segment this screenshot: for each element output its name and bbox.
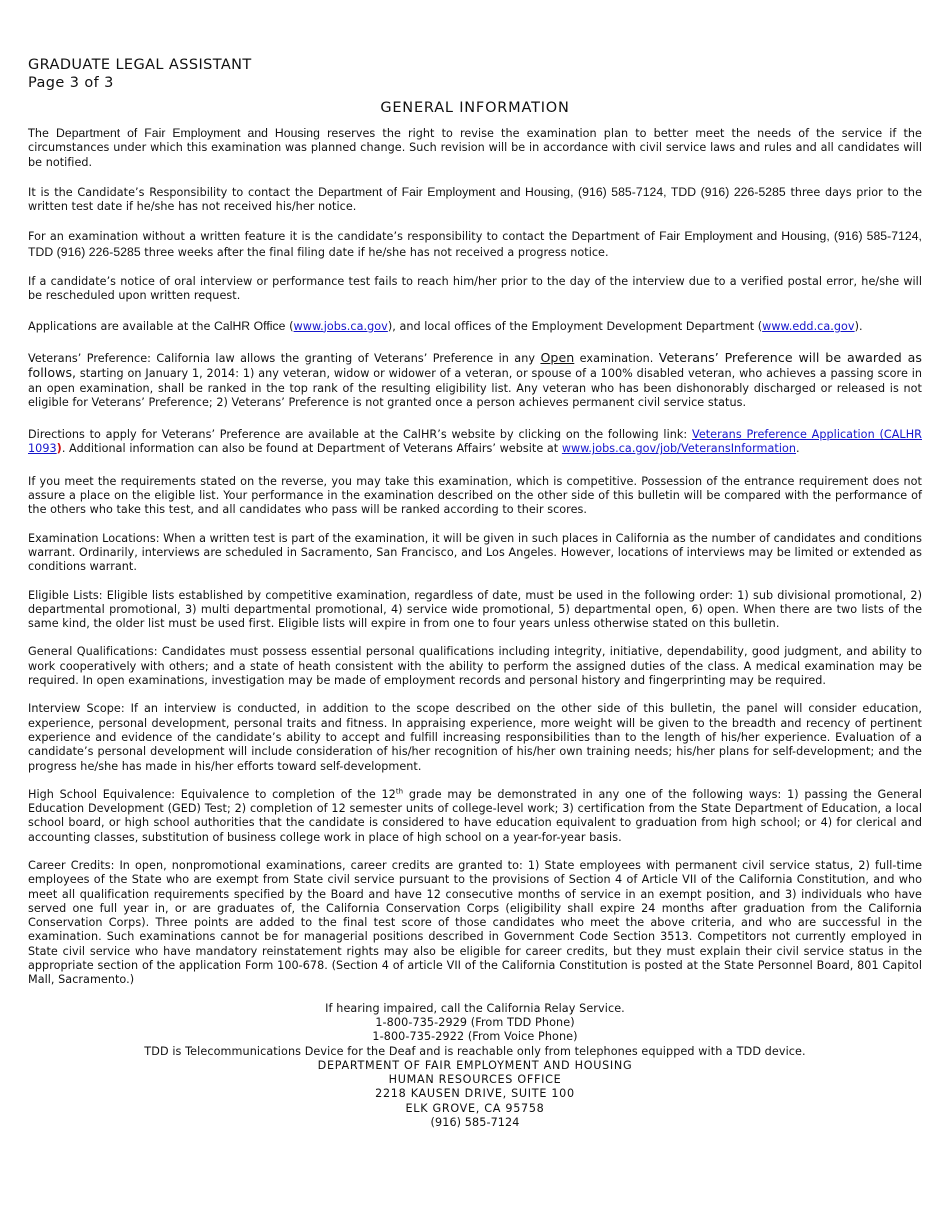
office-line: HUMAN RESOURCES OFFICE <box>388 1073 562 1087</box>
calhr-office: CalHR Office <box>214 318 286 333</box>
page-number: Page 3 of 3 <box>28 75 114 91</box>
jobs-ca-gov-link[interactable]: www.jobs.ca.gov <box>293 319 388 333</box>
department-contact: Department of Fair Employment and Housing, (916) 585-7124, TDD (916) 226-5285 <box>318 184 786 199</box>
tdd-note-line: TDD is Telecommunications Device for the Deaf and is reachable only from telephones equipped with a TDD device. <box>144 1044 806 1058</box>
paragraph-eligible-lists: Eligible Lists: Eligible lists established by competitive examination, regardless of date, must be used in the following order: 1) sub divisional promotional, 2) departmental promotional, 3) multi departmental promotional, 4) service wide promotional, 5) departmental open, 6) open. When there are two lists of the same kind, the older list must be used first. Eligible lists will expire in from one to four years unless otherwise stated on this bulletin. <box>28 588 922 631</box>
paragraph-veterans-preference <box>28 351 922 410</box>
job-title: GRADUATE LEGAL ASSISTANT <box>28 57 252 73</box>
text: three weeks after the final filing date if he/she has not received a progress notice. <box>140 245 609 259</box>
open-emphasis: Open <box>540 349 575 365</box>
paragraph-candidate-responsibility <box>28 185 922 215</box>
relay-service-line: If hearing impaired, call the California Relay Service. <box>325 1001 625 1015</box>
text: . <box>61 442 66 456</box>
text: Applications are available at the <box>28 319 215 333</box>
veterans-information-link[interactable]: www.jobs.ca.gov/job/VeteransInformation <box>561 442 797 456</box>
paragraph-interview-scope: Interview Scope: If an interview is conducted, in addition to the scope described on the other side of this bulletin, the panel will consider education, experience, personal development, personal traits and fitness. In appraising experience, more weight will be given to the breadth and recency of pertinent experience and evidence of the candidate’s ability to accept and fulfill increasing responsibilities than to the length of his/her experience. Evaluation of a candidate’s personal development will include consideration of his/her recognition of his/her own training needs; his/her plans for self-development; and the progress he/she has made in his/her efforts toward self-development. <box>28 702 922 773</box>
text: ( <box>285 319 294 333</box>
text: High School Equivalence: Equivalence to completion of the 12 <box>28 787 396 801</box>
paragraph-applications <box>28 319 922 334</box>
department-line: DEPARTMENT OF FAIR EMPLOYMENT AND HOUSING <box>317 1058 633 1072</box>
text: The <box>28 127 57 140</box>
tdd-phone-line: 1-800-735-2929 (From TDD Phone) <box>375 1015 575 1029</box>
text: Directions to apply for Veterans’ Preference are available at the CalHR’s website by clicking on the following link: <box>28 428 692 442</box>
city-line: ELK GROVE, CA 95758 <box>405 1101 545 1115</box>
text: examination. <box>574 351 659 365</box>
department-name: Department of Fair Employment and Housing <box>56 126 320 140</box>
text: Veterans’ Preference: California law allows the granting of Veterans’ Preference in any <box>28 351 541 365</box>
voice-phone-line: 1-800-735-2922 (From Voice Phone) <box>372 1030 578 1044</box>
paragraph-career-credits: Career Credits: In open, nonpromotional examinations, career credits are granted to: 1) State employees with permanent civil service status, 2) full-time employees of the State who are exempt from State civil service pursuant to the provisions of Section 4 of Article VII of the California Constitution, and who meet all qualification requirements specified by the Board and have 12 consecutive months of service in an exempt position, and 3) individuals who have served one full year in, or are graduates of, the California Conservation Corps (eligibility shall expire 24 months after graduation from the California Conservation Corps). Three points are added to the final test score of those candidates who meet the above criteria, and who are successful in the examination. Such examinations cannot be for managerial positions described in Government Code Section 3513. Competitors not currently employed in State civil service who have mandatory reinstatement rights may also be eligible for career credits, but they must explain their civil service status in the appropriate section of the application Form 100-678. (Section 4 of article VII of the California Constitution is posted at the State Personnel Board, 801 Capitol Mall, Sacramento.) <box>28 858 922 987</box>
paragraph-general-qualifications: General Qualifications: Candidates must possess essential personal qualifications including integrity, initiative, dependability, good judgment, and ability to work cooperatively with others; and a state of heath consistent with the ability to perform the assigned duties of the class. A medical examination may be required. In open examinations, investigation may be made of employment records and personal history and fingerprinting may be required. <box>28 645 922 688</box>
section-title: GENERAL INFORMATION <box>380 100 570 116</box>
veterans-application-link[interactable]: Veterans Preference Application (CALHR 1093 <box>28 428 922 456</box>
phone-line: (916) 585-7124 <box>430 1116 520 1130</box>
text: reserves the right to revise the examination plan to better meet the needs of the service if the circumstances under which this examination was planned change. Such revision will be in accordance with civil service laws and rules and all candidates will be notified. <box>28 127 922 169</box>
paragraph-postal-error: If a candidate’s notice of oral interview or performance test fails to reach him/her prior to the day of the interview due to a verified postal error, he/she will be rescheduled upon written request. <box>28 275 922 303</box>
contact-footer <box>28 1002 922 1131</box>
text: Additional information can also be found at Department of Veterans Affairs’ website at <box>65 442 562 456</box>
veterans-awarded: Veterans’ Preference will be awarded as follows, <box>28 349 923 381</box>
text: starting on January 1, 2014: 1) any veteran, widow or widower of a veteran, or spouse of a 100% disabled veteran, who achieves a passing score in an open examination, shall be ranked in the top rank of the resulting eligibility list. Any veteran who has been dishonorably discharged or released is not eligible for Veterans’ Preference; 2) Veterans’ Preference is not granted once a person achieves permanent civil service status. <box>28 367 922 409</box>
text: grade may be demonstrated in any one of the following ways: 1) passing the General Education Development (GED) Test; 2) completion of 12 semester units of college-level work; 3) certification from the State Department of Education, a local school board, or high school authorities that the candidate is considered to have education equivalent to graduation from high school; or 4) for clerical and accounting classes, substitution of business college work in place of high school on a year-for-year basis. <box>28 787 922 844</box>
department-contact: Fair Employment and Housing, (916) 585-7124, TDD (916) 226-5285 <box>28 229 922 259</box>
text: ), and local offices of the Employment Development Department ( <box>387 319 763 333</box>
paragraph-veterans-directions <box>28 428 922 457</box>
paragraph-exam-plan <box>28 126 922 170</box>
text: For an examination without a written feature it is the candidate’s responsibility to contact the Department of <box>28 230 660 244</box>
superscript-th: th <box>395 787 404 796</box>
paragraph-high-school-equivalence <box>28 788 922 845</box>
text: three days prior to the written test date if he/she has not received his/her notice. <box>28 185 922 214</box>
paragraph-no-written-feature <box>28 229 922 260</box>
red-paren: ) <box>56 442 62 456</box>
text: . <box>796 442 800 456</box>
text: ). <box>854 319 863 333</box>
paragraph-exam-locations: Examination Locations: When a written test is part of the examination, it will be given in such places in California as the number of candidates and conditions warrant. Ordinarily, interviews are scheduled in Sacramento, San Francisco, and Los Angeles. However, locations of interviews may be limited or extended as conditions warrant. <box>28 531 922 574</box>
paragraph-competitive: If you meet the requirements stated on the reverse, you may take this examination, which is competitive. Possession of the entrance requirement does not assure a place on the eligible list. Your performance in the examination described on the other side of this bulletin will be compared with the performance of the others who take this test, and all candidates who pass will be ranked according to their scores. <box>28 474 922 517</box>
edd-ca-gov-link[interactable]: www.edd.ca.gov <box>762 319 855 333</box>
text: It is the Candidate’s Responsibility to contact the <box>28 185 319 199</box>
street-line: 2218 KAUSEN DRIVE, SUITE 100 <box>375 1087 575 1101</box>
